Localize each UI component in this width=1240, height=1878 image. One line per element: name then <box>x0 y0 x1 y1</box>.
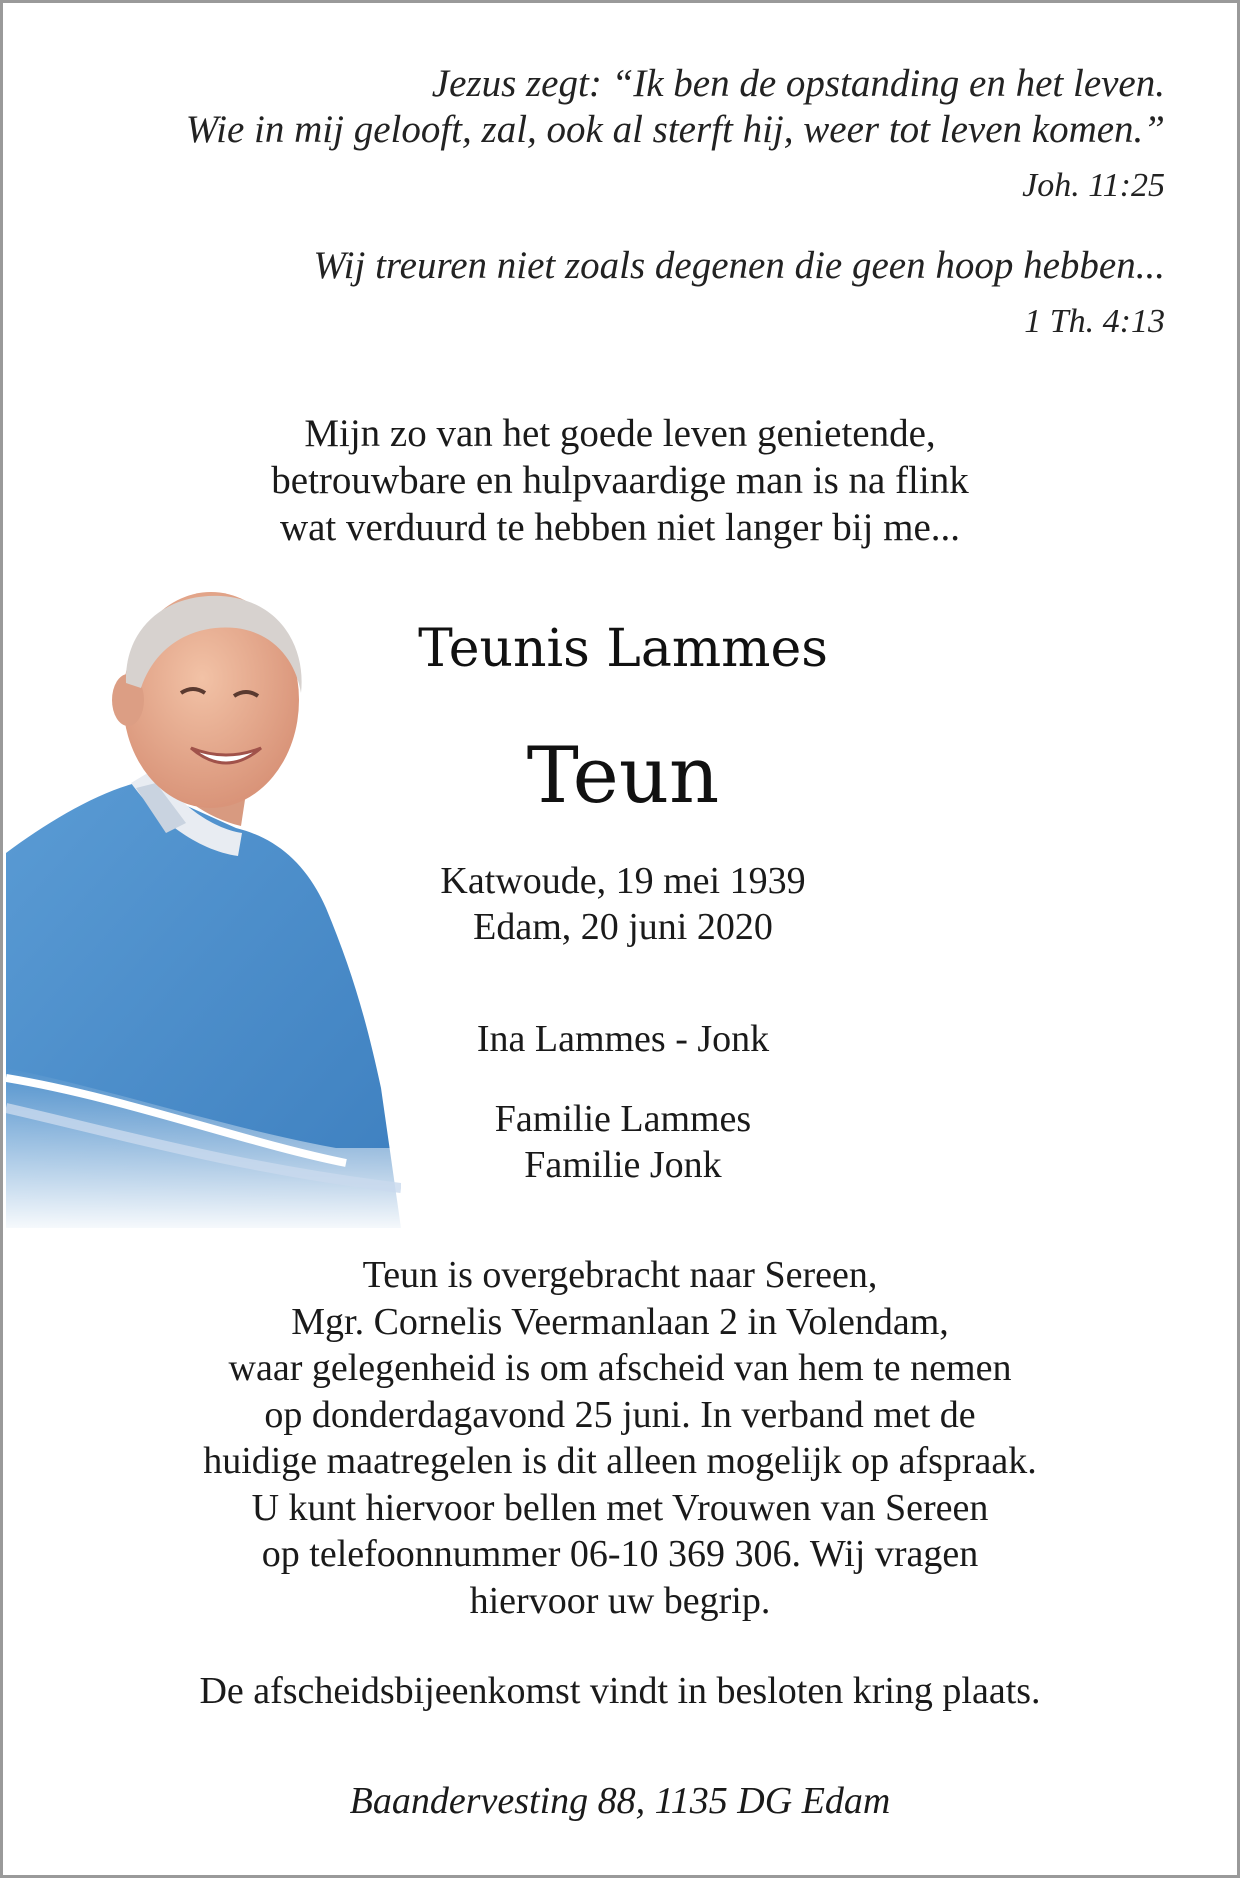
intro-line: Mijn zo van het goede leven genietende, <box>304 412 936 455</box>
life-dates <box>373 858 873 950</box>
viewing-info <box>3 1252 1237 1624</box>
intro-line: wat verduurd te hebben niet langer bij me... <box>279 506 961 549</box>
birth-date: Katwoude, 19 mei 1939 <box>440 860 806 902</box>
info-line: Teun is overgebracht naar Sereen, <box>362 1254 878 1296</box>
info-line: op donderdagavond 25 juni. In verband met de <box>264 1393 976 1436</box>
info-line: Mgr. Cornelis Veermanlaan 2 in Volendam, <box>291 1300 949 1343</box>
info-line: huidige maatregelen is dit alleen mogelijk op afspraak. <box>203 1440 1037 1482</box>
deceased-full-name: Teunis Lammes <box>418 619 828 679</box>
info-line: hiervoor uw begrip. <box>469 1579 771 1622</box>
family-name: Familie Jonk <box>524 1144 722 1186</box>
deceased-nickname: Teun <box>526 731 720 821</box>
family-names <box>373 1096 873 1188</box>
portrait-photo <box>6 588 401 1228</box>
family-name: Familie Lammes <box>494 1098 752 1140</box>
verse-line: Wij treuren niet zoals degenen die geen hoop hebben... <box>313 244 1165 287</box>
info-line: U kunt hiervoor bellen met Vrouwen van Sereen <box>251 1486 989 1529</box>
home-address: Baandervesting 88, 1135 DG Edam <box>349 1780 891 1822</box>
intro-text <box>3 410 1237 551</box>
verse-line: Jezus zegt: “Ik ben de opstanding en het leven. <box>431 62 1165 105</box>
death-date: Edam, 20 juni 2020 <box>473 906 773 948</box>
intro-line: betrouwbare en hulpvaardige man is na flink <box>271 459 969 502</box>
verse-reference-1: Joh. 11:25 <box>1022 167 1165 204</box>
bible-verse-1 <box>186 61 1165 153</box>
info-line: op telefoonnummer 06-10 369 306. Wij vragen <box>261 1533 979 1575</box>
verse-line: Wie in mij gelooft, zal, ook al sterft hij, weer tot leven komen.” <box>185 108 1165 151</box>
closing-note: De afscheidsbijeenkomst vindt in besloten kring plaats. <box>199 1670 1041 1712</box>
bible-verse-2 <box>313 243 1165 289</box>
info-line: waar gelegenheid is om afscheid van hem te nemen <box>228 1347 1012 1389</box>
spouse-name: Ina Lammes - Jonk <box>476 1018 770 1060</box>
verse-reference-2: 1 Th. 4:13 <box>1024 303 1165 340</box>
